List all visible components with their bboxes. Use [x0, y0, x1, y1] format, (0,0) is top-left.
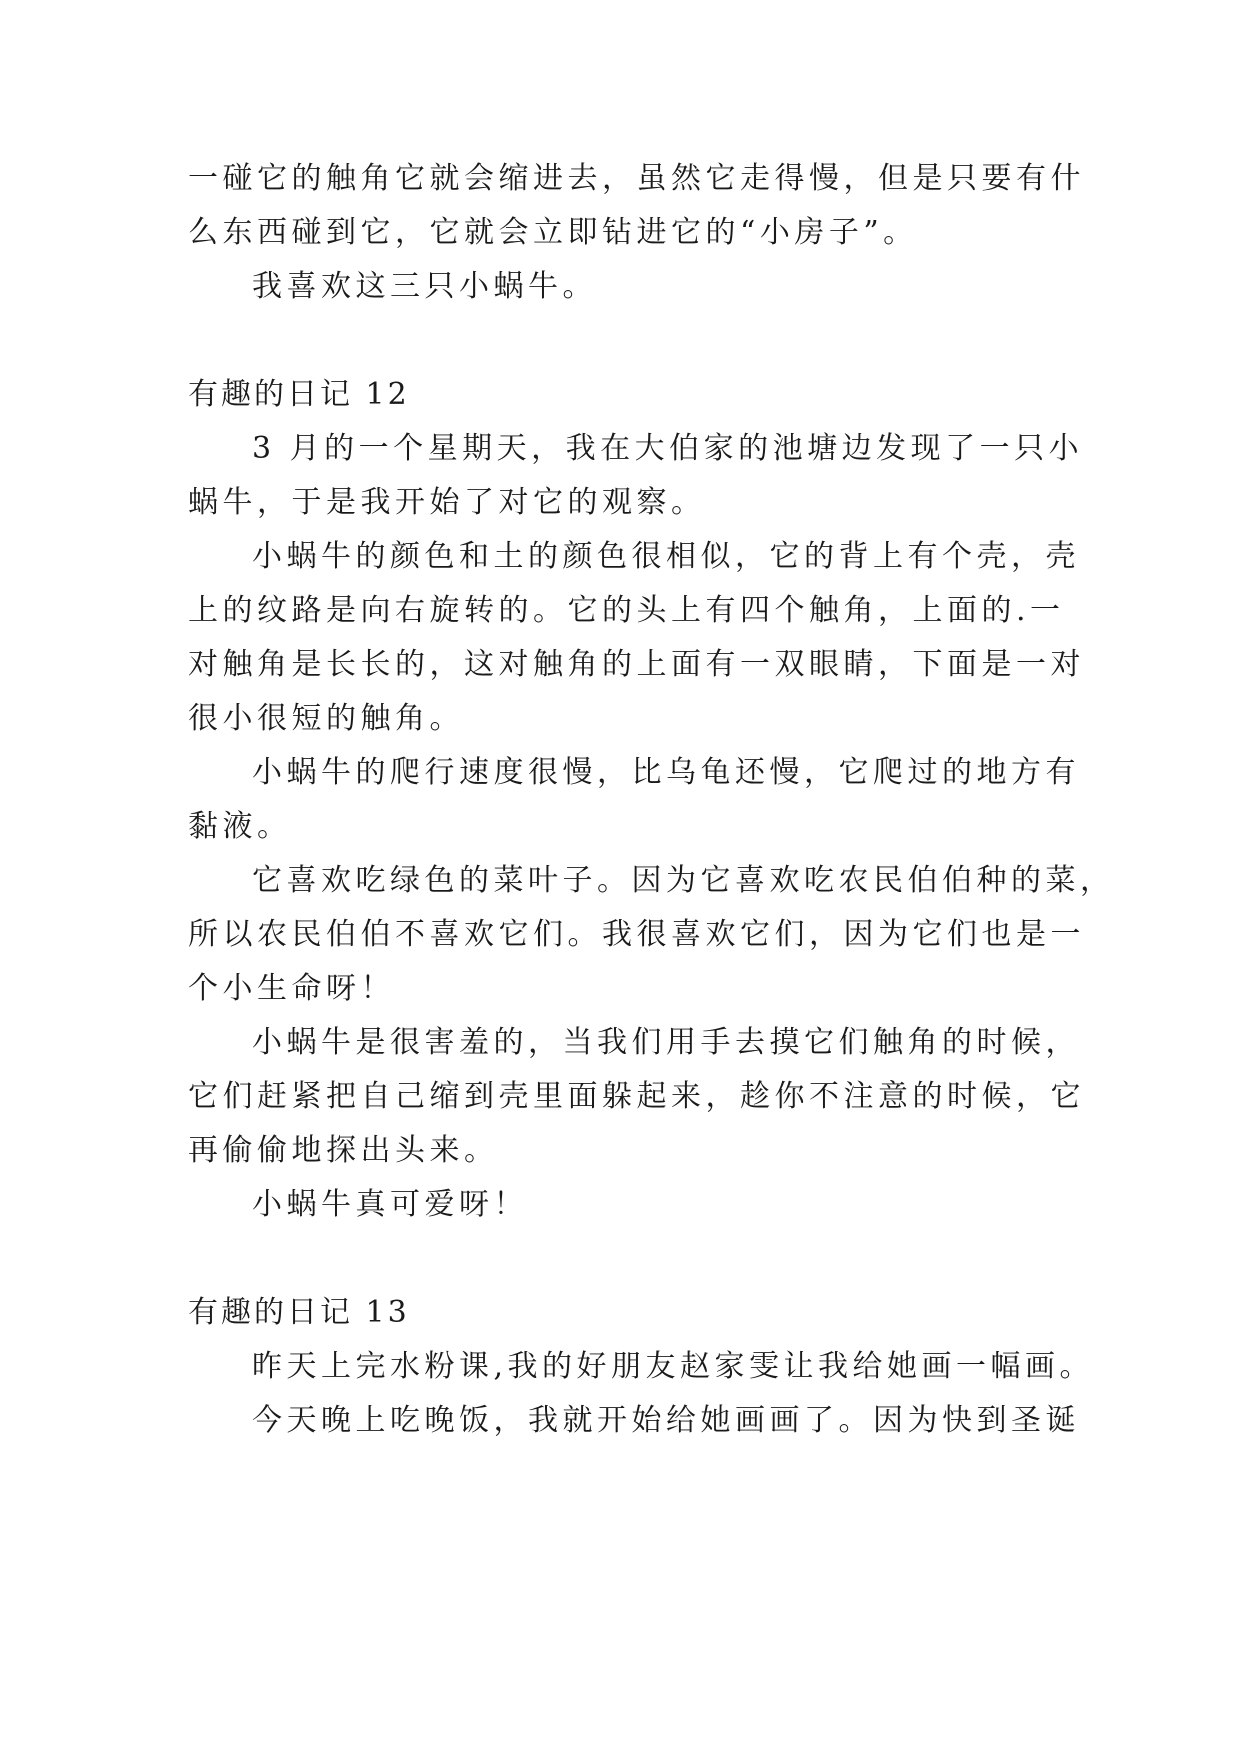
text-line: 所以农民伯伯不喜欢它们。我很喜欢它们，因为它们也是一: [188, 917, 1085, 952]
paragraph: [188, 1016, 1085, 1178]
text-line: 今天晚上吃晚饭，我就开始给她画画了。因为快到圣诞: [252, 1403, 1080, 1438]
closing-paragraph: [188, 260, 1058, 314]
text-line: 小蜗牛真可爱呀！: [252, 1187, 528, 1222]
paragraph: [188, 1178, 1058, 1232]
paragraph: [188, 854, 1115, 1016]
continuation-paragraph: [188, 152, 1085, 260]
text-line: 很小很短的触角。: [188, 701, 464, 736]
paragraph: [188, 530, 1085, 746]
text-line: 我喜欢这三只小蜗牛。: [252, 269, 597, 304]
paragraph: [188, 1394, 1080, 1448]
paragraph: [188, 1340, 1095, 1394]
text-line: 蜗牛，于是我开始了对它的观察。: [188, 485, 706, 520]
text-line: 个小生命呀！: [188, 971, 395, 1006]
paragraph: [188, 422, 1084, 530]
text-line: 么东西碰到它，它就会立即钻进它的“小房子”。: [188, 215, 918, 250]
section-gap: [188, 1232, 1058, 1286]
text-line: 上的纹路是向右旋转的。它的头上有四个触角，上面的.一: [188, 593, 1065, 628]
text-line: 再偷偷地探出头来。: [188, 1133, 499, 1168]
section-title-diary-13: 有趣的日记 13: [188, 1295, 410, 1330]
text-line: 小蜗牛的爬行速度很慢，比乌龟还慢，它爬过的地方有: [252, 755, 1080, 790]
section-gap: [188, 314, 1058, 368]
text-line: 3 月的一个星期天，我在大伯家的池塘边发现了一只小: [252, 431, 1084, 466]
section-title-diary-12: 有趣的日记 12: [188, 377, 410, 412]
text-line: 一碰它的触角它就会缩进去，虽然它走得慢，但是只要有什: [188, 161, 1085, 196]
text-line: 它们赶紧把自己缩到壳里面躲起来，趁你不注意的时候，它: [188, 1079, 1085, 1114]
text-line: 黏液。: [188, 809, 292, 844]
text-line: 它喜欢吃绿色的菜叶子。因为它喜欢吃农民伯伯种的菜，: [252, 863, 1115, 898]
text-line: 小蜗牛是很害羞的，当我们用手去摸它们触角的时候，: [252, 1025, 1080, 1060]
document-body: [188, 152, 1115, 1448]
text-line: 对触角是长长的，这对触角的上面有一双眼睛，下面是一对: [188, 647, 1085, 682]
text-line: 小蜗牛的颜色和土的颜色很相似，它的背上有个壳，壳: [252, 539, 1080, 574]
text-line: 昨天上完水粉课,我的好朋友赵家雯让我给她画一幅画。: [252, 1349, 1095, 1384]
paragraph: [188, 746, 1080, 854]
